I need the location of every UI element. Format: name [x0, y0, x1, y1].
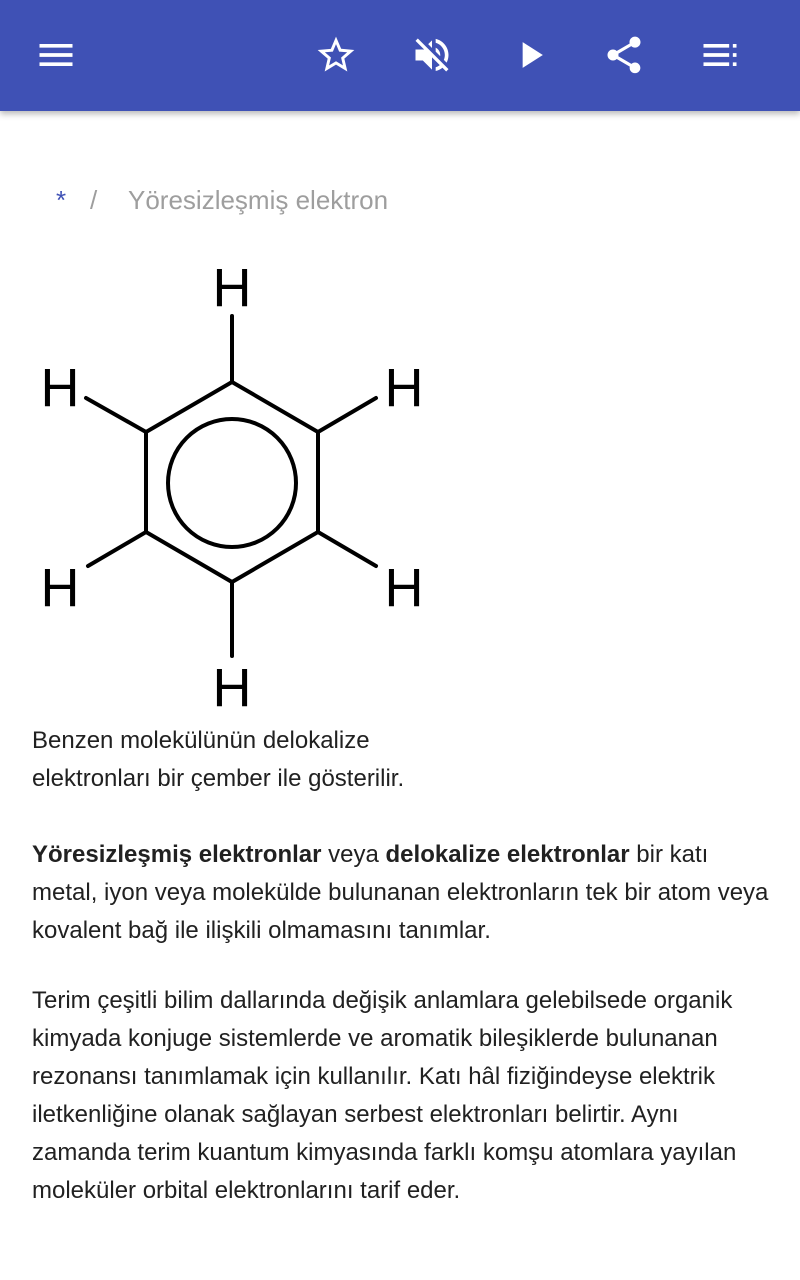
- paragraph-1-text: bir katı metal, iyon veya molekülde bulunanan elektronların tek bir atom veya kovalent bağ ile ilişkili olmamasını tanımlar.: [32, 841, 769, 944]
- bond-bottom-left: [88, 532, 146, 566]
- share-icon[interactable]: [596, 27, 652, 83]
- atom-label-h-top-right: H: [384, 358, 424, 418]
- breadcrumb-home-link[interactable]: *: [56, 185, 67, 215]
- atom-label-h-bottom: H: [212, 658, 252, 713]
- breadcrumb-separator: /: [90, 185, 98, 215]
- term-bold-2: delokalize elektronlar: [385, 841, 630, 868]
- term-bold-1: Yöresizleşmiş elektronlar: [32, 841, 322, 868]
- atom-label-h-bottom-right: H: [384, 558, 424, 618]
- article-paragraph-2: Terim çeşitli bilim dallarında değişik anlamlara gelebilsede organik kimyada konjuge sistemlerde ve aromatik bileşiklerde bulunanan rezonansı tanımlamak için kullanılır. Katı hâl fiziğindeyse elektrik iletkenliğine olanak sağlayan serbest elektronları belirtir. Aynı zamanda terim kuantum kimyasında farklı komşu atomlara yayılan moleküler orbital elektronlarını tarif eder.: [32, 987, 737, 1204]
- figure-caption: Benzen molekülünün delokalize elektronları bir çember ile gösterilir.: [32, 727, 405, 792]
- app-bar: [0, 0, 800, 111]
- atom-label-h-top-left: H: [40, 358, 80, 418]
- breadcrumb: [56, 180, 388, 220]
- paragraph-1-conjunction: veya: [321, 841, 386, 868]
- article-content: [32, 836, 772, 1242]
- delocalized-electron-circle: [168, 419, 296, 547]
- atom-label-h-top: H: [212, 258, 252, 318]
- atom-label-h-bottom-left: H: [40, 558, 80, 618]
- benzene-figure[interactable]: [30, 258, 430, 713]
- list-icon[interactable]: [692, 27, 748, 83]
- menu-icon[interactable]: [28, 27, 84, 83]
- bond-bottom-right: [318, 532, 376, 566]
- star-outline-icon[interactable]: [308, 27, 364, 83]
- bond-top-left: [86, 398, 146, 432]
- breadcrumb-current: Yöresizleşmiş elektron: [128, 185, 389, 215]
- volume-off-icon[interactable]: [404, 27, 460, 83]
- benzene-ring: [146, 382, 318, 582]
- benzene-structure-diagram: [30, 258, 430, 713]
- article-paragraph-1: [32, 836, 772, 950]
- play-icon[interactable]: [502, 27, 558, 83]
- bond-top-right: [318, 398, 376, 432]
